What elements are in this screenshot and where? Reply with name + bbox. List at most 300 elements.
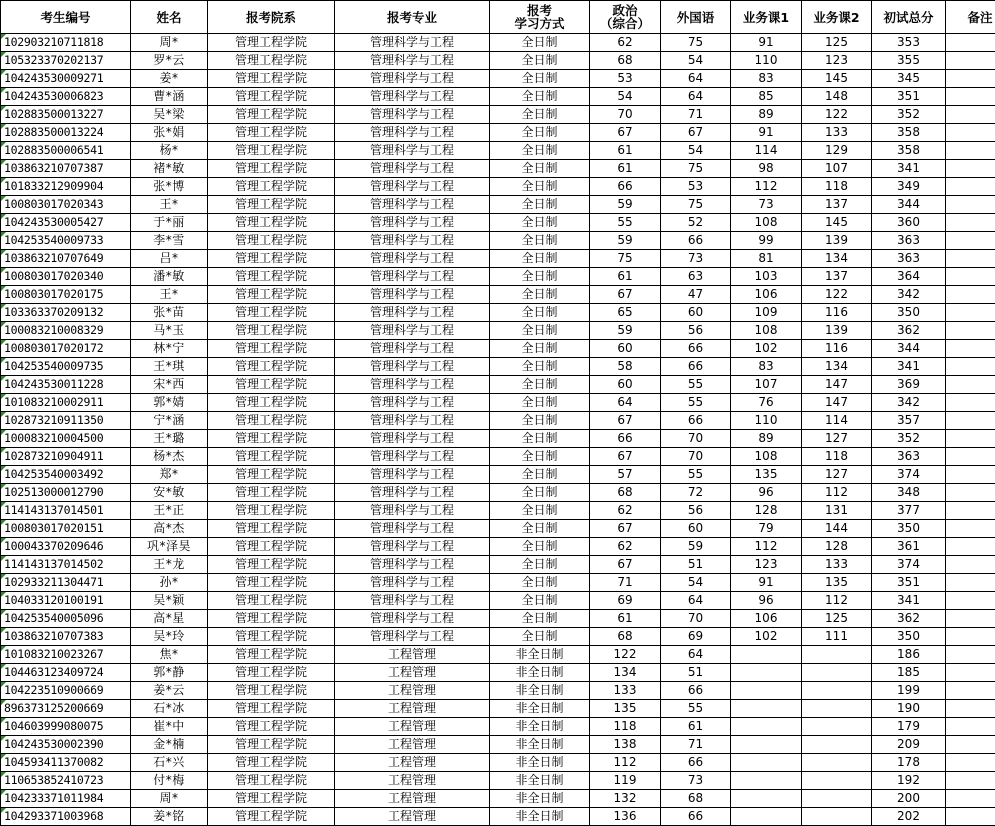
subject-2-cell: 139 xyxy=(802,322,872,340)
total-cell: 360 xyxy=(872,214,946,232)
name-cell: 巩*泽昊 xyxy=(131,538,208,556)
total-cell: 352 xyxy=(872,106,946,124)
subject-1-cell: 108 xyxy=(731,214,802,232)
remarks-cell xyxy=(946,394,995,412)
header-exam-id: 考生编号 xyxy=(1,1,131,34)
foreign-language-cell: 64 xyxy=(661,70,731,88)
subject-1-cell: 112 xyxy=(731,178,802,196)
subject-1-cell: 106 xyxy=(731,610,802,628)
foreign-language-cell: 53 xyxy=(661,178,731,196)
subject-2-cell: 116 xyxy=(802,340,872,358)
department-cell: 管理工程学院 xyxy=(208,196,335,214)
exam-id-cell: 100043370209646 xyxy=(1,538,131,556)
major-cell: 管理科学与工程 xyxy=(335,304,490,322)
subject-1-cell: 96 xyxy=(731,592,802,610)
foreign-language-cell: 55 xyxy=(661,394,731,412)
remarks-cell xyxy=(946,754,995,772)
exam-id-cell: 114143137014501 xyxy=(1,502,131,520)
major-cell: 管理科学与工程 xyxy=(335,520,490,538)
major-cell: 管理科学与工程 xyxy=(335,286,490,304)
department-cell: 管理工程学院 xyxy=(208,376,335,394)
table-row xyxy=(1,34,995,52)
foreign-language-cell: 66 xyxy=(661,232,731,250)
total-cell: 351 xyxy=(872,574,946,592)
major-cell: 工程管理 xyxy=(335,790,490,808)
department-cell: 管理工程学院 xyxy=(208,340,335,358)
foreign-language-cell: 54 xyxy=(661,574,731,592)
table-row xyxy=(1,268,995,286)
department-cell: 管理工程学院 xyxy=(208,412,335,430)
total-cell: 186 xyxy=(872,646,946,664)
subject-2-cell: 129 xyxy=(802,142,872,160)
name-cell: 吴*梁 xyxy=(131,106,208,124)
department-cell: 管理工程学院 xyxy=(208,88,335,106)
politics-cell: 60 xyxy=(590,376,661,394)
subject-2-cell: 118 xyxy=(802,448,872,466)
politics-cell: 62 xyxy=(590,538,661,556)
remarks-cell xyxy=(946,412,995,430)
name-cell: 吕* xyxy=(131,250,208,268)
subject-1-cell xyxy=(731,772,802,790)
table-row xyxy=(1,106,995,124)
foreign-language-cell: 68 xyxy=(661,790,731,808)
exam-id-cell: 104253540005096 xyxy=(1,610,131,628)
total-cell: 363 xyxy=(872,232,946,250)
foreign-language-cell: 71 xyxy=(661,106,731,124)
study-mode-cell: 全日制 xyxy=(490,160,590,178)
exam-id-cell: 100803017020343 xyxy=(1,196,131,214)
major-cell: 管理科学与工程 xyxy=(335,574,490,592)
remarks-cell xyxy=(946,214,995,232)
study-mode-cell: 全日制 xyxy=(490,538,590,556)
exam-id-cell: 104593411370082 xyxy=(1,754,131,772)
total-cell: 358 xyxy=(872,142,946,160)
total-cell: 350 xyxy=(872,520,946,538)
subject-2-cell: 137 xyxy=(802,196,872,214)
study-mode-cell: 全日制 xyxy=(490,124,590,142)
department-cell: 管理工程学院 xyxy=(208,556,335,574)
table-row xyxy=(1,520,995,538)
study-mode-cell: 全日制 xyxy=(490,376,590,394)
remarks-cell xyxy=(946,700,995,718)
header-department: 报考院系 xyxy=(208,1,335,34)
subject-1-cell xyxy=(731,646,802,664)
exam-id-cell: 102883500013227 xyxy=(1,106,131,124)
department-cell: 管理工程学院 xyxy=(208,124,335,142)
major-cell: 管理科学与工程 xyxy=(335,70,490,88)
department-cell: 管理工程学院 xyxy=(208,538,335,556)
major-cell: 管理科学与工程 xyxy=(335,214,490,232)
header-study-mode: 报考 学习方式 xyxy=(490,1,590,34)
department-cell: 管理工程学院 xyxy=(208,502,335,520)
exam-id-cell: 103863210707387 xyxy=(1,160,131,178)
politics-cell: 65 xyxy=(590,304,661,322)
exam-id-cell: 104243530006823 xyxy=(1,88,131,106)
foreign-language-cell: 64 xyxy=(661,646,731,664)
name-cell: 张*博 xyxy=(131,178,208,196)
department-cell: 管理工程学院 xyxy=(208,304,335,322)
foreign-language-cell: 69 xyxy=(661,628,731,646)
major-cell: 管理科学与工程 xyxy=(335,502,490,520)
subject-1-cell: 112 xyxy=(731,538,802,556)
exam-id-cell: 104463123409724 xyxy=(1,664,131,682)
total-cell: 369 xyxy=(872,376,946,394)
header-remarks: 备注 xyxy=(946,1,995,34)
subject-2-cell xyxy=(802,772,872,790)
remarks-cell xyxy=(946,52,995,70)
exam-id-cell: 102883500013224 xyxy=(1,124,131,142)
subject-2-cell xyxy=(802,718,872,736)
name-cell: 张*苗 xyxy=(131,304,208,322)
major-cell: 管理科学与工程 xyxy=(335,322,490,340)
remarks-cell xyxy=(946,772,995,790)
subject-2-cell: 133 xyxy=(802,556,872,574)
major-cell: 工程管理 xyxy=(335,808,490,826)
study-mode-cell: 全日制 xyxy=(490,106,590,124)
exam-id-cell: 104253540009733 xyxy=(1,232,131,250)
department-cell: 管理工程学院 xyxy=(208,592,335,610)
name-cell: 王* xyxy=(131,196,208,214)
exam-id-cell: 104253540003492 xyxy=(1,466,131,484)
major-cell: 工程管理 xyxy=(335,682,490,700)
politics-cell: 53 xyxy=(590,70,661,88)
name-cell: 李*雪 xyxy=(131,232,208,250)
exam-id-cell: 104033120100191 xyxy=(1,592,131,610)
table-row xyxy=(1,484,995,502)
foreign-language-cell: 75 xyxy=(661,160,731,178)
major-cell: 管理科学与工程 xyxy=(335,340,490,358)
exam-id-cell: 103863210707649 xyxy=(1,250,131,268)
exam-id-cell: 100083210004500 xyxy=(1,430,131,448)
subject-2-cell: 127 xyxy=(802,466,872,484)
name-cell: 郑* xyxy=(131,466,208,484)
table-row xyxy=(1,358,995,376)
remarks-cell xyxy=(946,322,995,340)
politics-cell: 62 xyxy=(590,502,661,520)
politics-cell: 61 xyxy=(590,160,661,178)
foreign-language-cell: 60 xyxy=(661,520,731,538)
subject-1-cell: 108 xyxy=(731,322,802,340)
politics-cell: 66 xyxy=(590,178,661,196)
study-mode-cell: 全日制 xyxy=(490,502,590,520)
remarks-cell xyxy=(946,160,995,178)
table-row xyxy=(1,448,995,466)
name-cell: 宋*西 xyxy=(131,376,208,394)
exam-id-cell: 101083210023267 xyxy=(1,646,131,664)
table-row xyxy=(1,754,995,772)
politics-cell: 67 xyxy=(590,448,661,466)
subject-2-cell: 134 xyxy=(802,250,872,268)
foreign-language-cell: 51 xyxy=(661,556,731,574)
politics-cell: 135 xyxy=(590,700,661,718)
subject-2-cell: 148 xyxy=(802,88,872,106)
subject-2-cell xyxy=(802,736,872,754)
exam-id-cell: 100083210008329 xyxy=(1,322,131,340)
politics-cell: 67 xyxy=(590,556,661,574)
subject-1-cell: 110 xyxy=(731,412,802,430)
politics-cell: 61 xyxy=(590,268,661,286)
politics-cell: 67 xyxy=(590,124,661,142)
exam-id-cell: 104223510900669 xyxy=(1,682,131,700)
exam-id-cell: 102873210904911 xyxy=(1,448,131,466)
total-cell: 342 xyxy=(872,286,946,304)
department-cell: 管理工程学院 xyxy=(208,520,335,538)
subject-2-cell: 131 xyxy=(802,502,872,520)
foreign-language-cell: 73 xyxy=(661,250,731,268)
name-cell: 马*玉 xyxy=(131,322,208,340)
study-mode-cell: 全日制 xyxy=(490,34,590,52)
total-cell: 202 xyxy=(872,808,946,826)
subject-1-cell: 83 xyxy=(731,70,802,88)
foreign-language-cell: 64 xyxy=(661,592,731,610)
subject-1-cell: 114 xyxy=(731,142,802,160)
department-cell: 管理工程学院 xyxy=(208,790,335,808)
department-cell: 管理工程学院 xyxy=(208,268,335,286)
table-row xyxy=(1,232,995,250)
foreign-language-cell: 70 xyxy=(661,430,731,448)
exam-id-cell: 103363370209132 xyxy=(1,304,131,322)
remarks-cell xyxy=(946,574,995,592)
subject-2-cell: 127 xyxy=(802,430,872,448)
remarks-cell xyxy=(946,430,995,448)
remarks-cell xyxy=(946,124,995,142)
name-cell: 杨* xyxy=(131,142,208,160)
major-cell: 管理科学与工程 xyxy=(335,484,490,502)
study-mode-cell: 全日制 xyxy=(490,286,590,304)
study-mode-cell: 全日制 xyxy=(490,70,590,88)
study-mode-cell: 非全日制 xyxy=(490,808,590,826)
department-cell: 管理工程学院 xyxy=(208,736,335,754)
study-mode-cell: 非全日制 xyxy=(490,682,590,700)
remarks-cell xyxy=(946,538,995,556)
total-cell: 350 xyxy=(872,304,946,322)
name-cell: 姜*云 xyxy=(131,682,208,700)
department-cell: 管理工程学院 xyxy=(208,466,335,484)
exam-id-cell: 102873210911350 xyxy=(1,412,131,430)
remarks-cell xyxy=(946,34,995,52)
subject-2-cell: 139 xyxy=(802,232,872,250)
total-cell: 209 xyxy=(872,736,946,754)
foreign-language-cell: 54 xyxy=(661,52,731,70)
foreign-language-cell: 66 xyxy=(661,340,731,358)
study-mode-cell: 全日制 xyxy=(490,178,590,196)
politics-cell: 67 xyxy=(590,412,661,430)
department-cell: 管理工程学院 xyxy=(208,106,335,124)
table-row xyxy=(1,178,995,196)
exam-id-cell: 104243530005427 xyxy=(1,214,131,232)
department-cell: 管理工程学院 xyxy=(208,448,335,466)
department-cell: 管理工程学院 xyxy=(208,178,335,196)
remarks-cell xyxy=(946,466,995,484)
major-cell: 管理科学与工程 xyxy=(335,358,490,376)
foreign-language-cell: 47 xyxy=(661,286,731,304)
remarks-cell xyxy=(946,718,995,736)
foreign-language-cell: 66 xyxy=(661,412,731,430)
subject-1-cell xyxy=(731,790,802,808)
total-cell: 362 xyxy=(872,610,946,628)
foreign-language-cell: 52 xyxy=(661,214,731,232)
subject-1-cell: 76 xyxy=(731,394,802,412)
subject-1-cell: 135 xyxy=(731,466,802,484)
subject-2-cell xyxy=(802,646,872,664)
politics-cell: 75 xyxy=(590,250,661,268)
study-mode-cell: 全日制 xyxy=(490,556,590,574)
table-row xyxy=(1,736,995,754)
foreign-language-cell: 67 xyxy=(661,124,731,142)
table-row xyxy=(1,196,995,214)
study-mode-cell: 全日制 xyxy=(490,322,590,340)
study-mode-cell: 全日制 xyxy=(490,430,590,448)
study-mode-cell: 非全日制 xyxy=(490,664,590,682)
name-cell: 姜*铭 xyxy=(131,808,208,826)
name-cell: 张*娟 xyxy=(131,124,208,142)
name-cell: 杨*杰 xyxy=(131,448,208,466)
study-mode-cell: 全日制 xyxy=(490,520,590,538)
total-cell: 350 xyxy=(872,628,946,646)
remarks-cell xyxy=(946,304,995,322)
total-cell: 199 xyxy=(872,682,946,700)
study-mode-cell: 全日制 xyxy=(490,250,590,268)
politics-cell: 71 xyxy=(590,574,661,592)
remarks-cell xyxy=(946,628,995,646)
total-cell: 192 xyxy=(872,772,946,790)
remarks-cell xyxy=(946,286,995,304)
subject-1-cell: 81 xyxy=(731,250,802,268)
table-row xyxy=(1,322,995,340)
header-name: 姓名 xyxy=(131,1,208,34)
major-cell: 管理科学与工程 xyxy=(335,232,490,250)
remarks-cell xyxy=(946,682,995,700)
major-cell: 工程管理 xyxy=(335,646,490,664)
politics-cell: 68 xyxy=(590,628,661,646)
subject-2-cell xyxy=(802,700,872,718)
department-cell: 管理工程学院 xyxy=(208,772,335,790)
politics-cell: 119 xyxy=(590,772,661,790)
study-mode-cell: 全日制 xyxy=(490,592,590,610)
total-cell: 352 xyxy=(872,430,946,448)
remarks-cell xyxy=(946,790,995,808)
subject-2-cell: 122 xyxy=(802,286,872,304)
foreign-language-cell: 56 xyxy=(661,502,731,520)
politics-cell: 134 xyxy=(590,664,661,682)
exam-id-cell: 896373125200669 xyxy=(1,700,131,718)
total-cell: 348 xyxy=(872,484,946,502)
politics-cell: 136 xyxy=(590,808,661,826)
table-row xyxy=(1,502,995,520)
table-row xyxy=(1,790,995,808)
remarks-cell xyxy=(946,502,995,520)
major-cell: 管理科学与工程 xyxy=(335,124,490,142)
table-row xyxy=(1,646,995,664)
department-cell: 管理工程学院 xyxy=(208,808,335,826)
subject-1-cell: 91 xyxy=(731,34,802,52)
table-row xyxy=(1,214,995,232)
subject-2-cell: 134 xyxy=(802,358,872,376)
major-cell: 工程管理 xyxy=(335,700,490,718)
exam-id-cell: 101833212909904 xyxy=(1,178,131,196)
major-cell: 工程管理 xyxy=(335,754,490,772)
foreign-language-cell: 66 xyxy=(661,754,731,772)
department-cell: 管理工程学院 xyxy=(208,682,335,700)
department-cell: 管理工程学院 xyxy=(208,628,335,646)
total-cell: 357 xyxy=(872,412,946,430)
politics-cell: 68 xyxy=(590,52,661,70)
subject-1-cell: 103 xyxy=(731,268,802,286)
subject-1-cell xyxy=(731,682,802,700)
subject-1-cell: 98 xyxy=(731,160,802,178)
table-row xyxy=(1,250,995,268)
total-cell: 374 xyxy=(872,556,946,574)
exam-id-cell: 104603999080075 xyxy=(1,718,131,736)
major-cell: 管理科学与工程 xyxy=(335,34,490,52)
study-mode-cell: 全日制 xyxy=(490,448,590,466)
subject-2-cell: 145 xyxy=(802,70,872,88)
header-politics: 政治 （综合） xyxy=(590,1,661,34)
subject-1-cell: 73 xyxy=(731,196,802,214)
subject-2-cell: 135 xyxy=(802,574,872,592)
subject-1-cell: 123 xyxy=(731,556,802,574)
subject-2-cell xyxy=(802,682,872,700)
total-cell: 178 xyxy=(872,754,946,772)
subject-1-cell xyxy=(731,808,802,826)
exam-id-cell: 101083210002911 xyxy=(1,394,131,412)
major-cell: 管理科学与工程 xyxy=(335,430,490,448)
major-cell: 管理科学与工程 xyxy=(335,448,490,466)
name-cell: 石*兴 xyxy=(131,754,208,772)
exam-id-cell: 105323370202137 xyxy=(1,52,131,70)
table-row xyxy=(1,124,995,142)
major-cell: 管理科学与工程 xyxy=(335,52,490,70)
total-cell: 349 xyxy=(872,178,946,196)
politics-cell: 61 xyxy=(590,142,661,160)
foreign-language-cell: 75 xyxy=(661,196,731,214)
name-cell: 于*丽 xyxy=(131,214,208,232)
total-cell: 341 xyxy=(872,160,946,178)
subject-2-cell: 114 xyxy=(802,412,872,430)
remarks-cell xyxy=(946,196,995,214)
name-cell: 吴*颖 xyxy=(131,592,208,610)
table-row xyxy=(1,664,995,682)
study-mode-cell: 非全日制 xyxy=(490,718,590,736)
table-row xyxy=(1,718,995,736)
subject-2-cell: 145 xyxy=(802,214,872,232)
total-cell: 185 xyxy=(872,664,946,682)
remarks-cell xyxy=(946,664,995,682)
remarks-cell xyxy=(946,340,995,358)
subject-2-cell: 147 xyxy=(802,376,872,394)
politics-cell: 66 xyxy=(590,430,661,448)
subject-1-cell: 91 xyxy=(731,124,802,142)
department-cell: 管理工程学院 xyxy=(208,484,335,502)
header-row xyxy=(1,1,995,34)
subject-2-cell xyxy=(802,790,872,808)
subject-1-cell: 108 xyxy=(731,448,802,466)
remarks-cell xyxy=(946,808,995,826)
remarks-cell xyxy=(946,520,995,538)
exam-id-cell: 104253540009735 xyxy=(1,358,131,376)
total-cell: 355 xyxy=(872,52,946,70)
table-row xyxy=(1,52,995,70)
department-cell: 管理工程学院 xyxy=(208,52,335,70)
politics-cell: 133 xyxy=(590,682,661,700)
exam-id-cell: 102513000012790 xyxy=(1,484,131,502)
department-cell: 管理工程学院 xyxy=(208,754,335,772)
study-mode-cell: 非全日制 xyxy=(490,646,590,664)
foreign-language-cell: 70 xyxy=(661,610,731,628)
study-mode-cell: 全日制 xyxy=(490,484,590,502)
foreign-language-cell: 63 xyxy=(661,268,731,286)
study-mode-cell: 非全日制 xyxy=(490,790,590,808)
